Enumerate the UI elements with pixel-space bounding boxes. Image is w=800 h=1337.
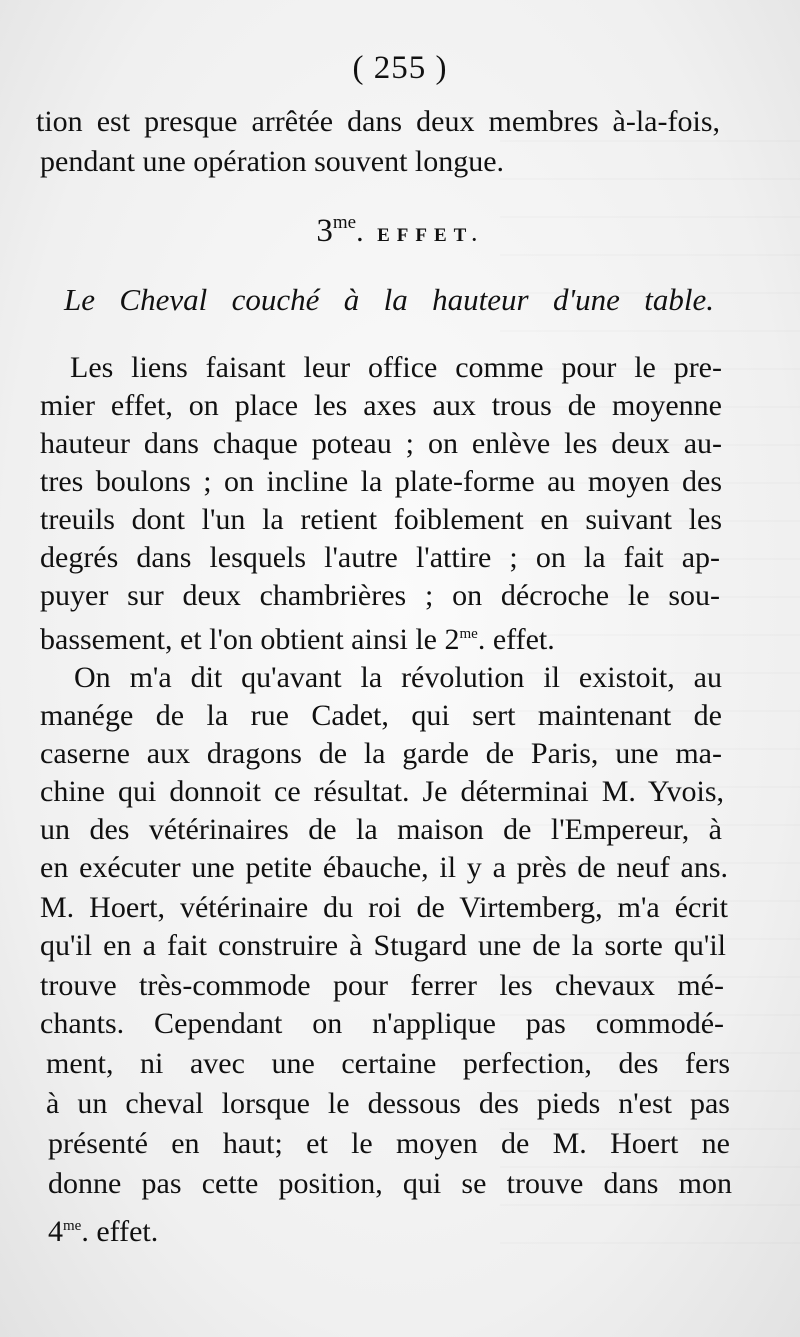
ordinal-suffix: me: [63, 1218, 82, 1234]
text-line: pendant une opération souvent longue.: [40, 145, 505, 178]
text-line: tion est presque arrêtée dans deux membres à-la-fois,: [36, 105, 720, 138]
text-line: [48, 1206, 736, 1252]
text-line: On m'a dit qu'avant la révolution il existoit, au: [74, 661, 722, 694]
text-line: chine qui donnoit ce résultat. Je déterminai M. Yvois,: [40, 775, 724, 808]
text-line: un des vétérinaires de la maison de l'Empereur, à: [40, 813, 722, 846]
text-line: tres boulons ; on incline la plate-forme au moyen des: [40, 465, 722, 498]
text-line: degrés dans lesquels l'autre l'attire ; on la fait ap-: [40, 541, 720, 574]
text-line: à un cheval lorsque le dessous des pieds n'est pas: [46, 1087, 730, 1120]
text-line: donne pas cette position, qui se trouve dans mon: [48, 1167, 732, 1200]
line-text: . effet.: [81, 1215, 159, 1248]
section-subtitle: Le Cheval couché à la hauteur d'une table.: [64, 282, 714, 317]
text-line: caserne aux dragons de la garde de Paris, une ma-: [40, 737, 722, 770]
section-number: 3: [316, 213, 333, 249]
section-number-suffix: me: [332, 212, 357, 233]
text-line: qu'il en a fait construire à Stugard une de la sorte qu'il: [40, 929, 726, 962]
text-line: treuils dont l'un la retient foiblement en suivant les: [40, 503, 722, 536]
text-line: [40, 614, 728, 660]
section-period: .: [356, 215, 364, 248]
text-line: présenté en haut; et le moyen de M. Hoert ne: [48, 1127, 730, 1160]
text-line: ment, ni avec une certaine perfection, des fers: [46, 1047, 730, 1080]
text-line: en exécuter une petite ébauche, il y a près de neuf ans.: [40, 851, 728, 884]
text-line: chants. Cependant on n'applique pas commodé-: [40, 1007, 724, 1040]
text-line: Les liens faisant leur office comme pour le pre-: [70, 351, 722, 384]
page-number: ( 255 ): [352, 50, 448, 86]
ordinal-suffix: me: [459, 626, 478, 642]
line-text: . effet.: [477, 623, 555, 656]
line-text: 4: [48, 1215, 63, 1248]
section-heading: [0, 212, 800, 250]
text-line: puyer sur deux chambrières ; on décroche le sou-: [40, 579, 720, 612]
text-line: hauteur dans chaque poteau ; on enlève les deux au-: [40, 427, 722, 460]
text-line: manége de la rue Cadet, qui sert maintenant de: [40, 699, 722, 732]
line-text: bassement, et l'on obtient ainsi le 2: [40, 623, 460, 656]
text-line: M. Hoert, vétérinaire du roi de Virtemberg, m'a écrit: [40, 891, 728, 924]
text-line: trouve très-commode pour ferrer les chevaux mé-: [40, 969, 724, 1002]
section-title: EFFET.: [377, 225, 484, 246]
text-line: mier effet, on place les axes aux trous de moyenne: [40, 389, 722, 422]
